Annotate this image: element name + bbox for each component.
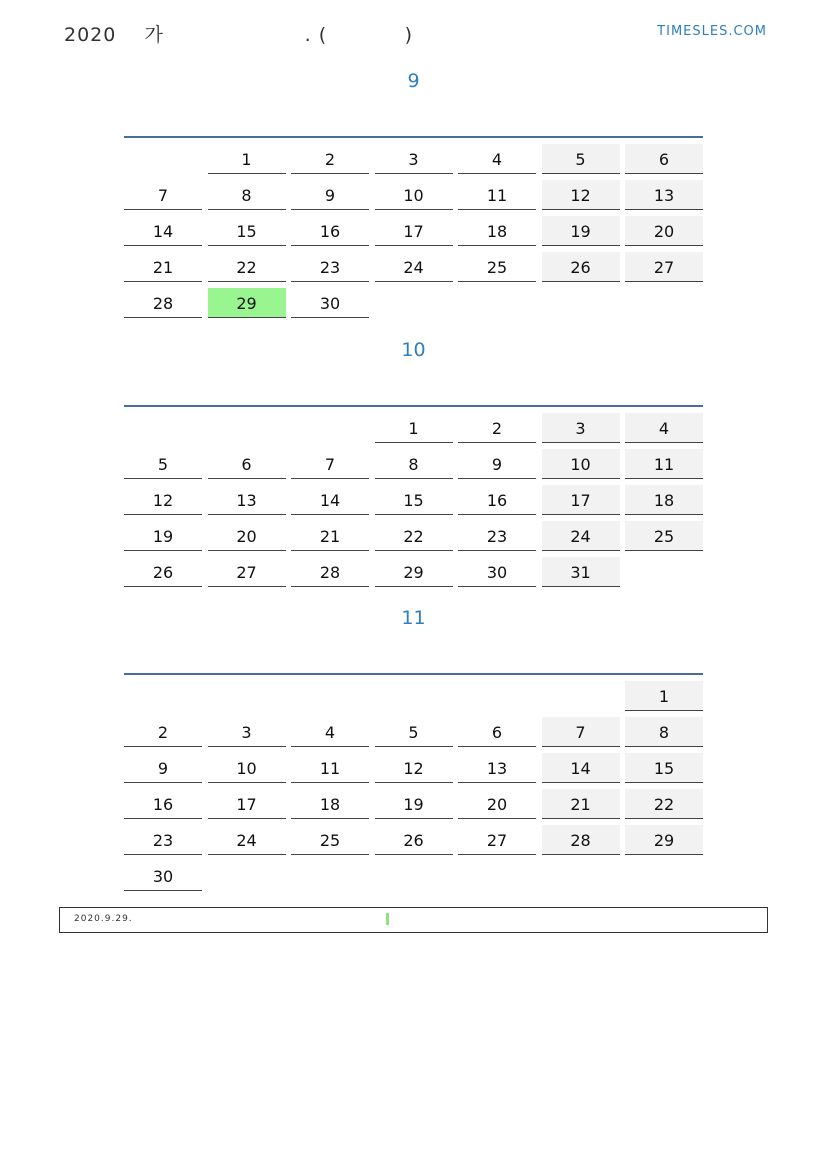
empty-cell: [124, 144, 202, 174]
day-cell[interactable]: 27: [208, 557, 286, 587]
day-cell[interactable]: 22: [208, 252, 286, 282]
day-cell[interactable]: 28: [124, 288, 202, 318]
day-cell[interactable]: 25: [458, 252, 536, 282]
day-cell[interactable]: 23: [458, 521, 536, 551]
empty-cell: [208, 413, 286, 443]
day-cell[interactable]: 16: [458, 485, 536, 515]
day-cell[interactable]: 11: [625, 449, 703, 479]
day-cell[interactable]: 25: [291, 825, 369, 855]
day-cell[interactable]: 1: [208, 144, 286, 174]
day-cell[interactable]: 10: [208, 753, 286, 783]
month-rule: [124, 136, 703, 138]
day-cell[interactable]: 8: [375, 449, 453, 479]
day-cell[interactable]: 30: [458, 557, 536, 587]
day-cell[interactable]: 2: [291, 144, 369, 174]
month-title: 10: [401, 339, 426, 361]
day-cell[interactable]: 24: [542, 521, 620, 551]
day-cell[interactable]: 8: [208, 180, 286, 210]
day-cell[interactable]: 12: [542, 180, 620, 210]
day-cell[interactable]: 8: [625, 717, 703, 747]
day-cell[interactable]: 6: [208, 449, 286, 479]
day-cell[interactable]: 17: [542, 485, 620, 515]
day-cell[interactable]: 24: [375, 252, 453, 282]
day-cell[interactable]: 28: [542, 825, 620, 855]
page-title: 2020 가 . ( ): [64, 24, 413, 46]
day-cell[interactable]: 2: [124, 717, 202, 747]
day-cell[interactable]: 22: [375, 521, 453, 551]
day-cell[interactable]: 1: [625, 681, 703, 711]
day-cell[interactable]: 23: [291, 252, 369, 282]
empty-cell: [291, 861, 369, 891]
day-cell[interactable]: 3: [208, 717, 286, 747]
day-cell[interactable]: 7: [124, 180, 202, 210]
day-cell[interactable]: 29: [625, 825, 703, 855]
empty-cell: [375, 861, 453, 891]
day-cell[interactable]: 16: [291, 216, 369, 246]
footer-box: [59, 907, 768, 933]
empty-cell: [458, 681, 536, 711]
empty-cell: [625, 861, 703, 891]
day-cell[interactable]: 4: [291, 717, 369, 747]
empty-cell: [625, 288, 703, 318]
empty-cell: [124, 681, 202, 711]
day-cell[interactable]: 21: [542, 789, 620, 819]
day-cell[interactable]: 18: [291, 789, 369, 819]
day-cell[interactable]: 27: [458, 825, 536, 855]
day-cell[interactable]: 17: [375, 216, 453, 246]
day-cell[interactable]: 20: [458, 789, 536, 819]
day-cell[interactable]: 18: [625, 485, 703, 515]
empty-cell: [208, 861, 286, 891]
day-cell[interactable]: 2: [458, 413, 536, 443]
empty-cell: [291, 413, 369, 443]
day-cell[interactable]: 10: [542, 449, 620, 479]
day-cell[interactable]: 4: [625, 413, 703, 443]
footer-marker: [386, 913, 389, 925]
day-cell[interactable]: 16: [124, 789, 202, 819]
day-cell[interactable]: 3: [375, 144, 453, 174]
empty-cell: [542, 861, 620, 891]
empty-cell: [458, 288, 536, 318]
day-cell[interactable]: 15: [625, 753, 703, 783]
day-cell[interactable]: 13: [625, 180, 703, 210]
site-link[interactable]: TIMESLES.COM: [657, 24, 767, 39]
empty-cell: [625, 557, 703, 587]
empty-cell: [542, 288, 620, 318]
day-cell[interactable]: 31: [542, 557, 620, 587]
month-title: 9: [407, 70, 420, 92]
day-cell[interactable]: 21: [124, 252, 202, 282]
day-cell[interactable]: 19: [542, 216, 620, 246]
day-cell[interactable]: 19: [375, 789, 453, 819]
empty-cell: [375, 288, 453, 318]
month-rule: [124, 405, 703, 407]
day-cell[interactable]: 12: [375, 753, 453, 783]
day-cell[interactable]: 29: [375, 557, 453, 587]
day-cell[interactable]: 6: [625, 144, 703, 174]
day-cell[interactable]: 14: [291, 485, 369, 515]
day-cell[interactable]: 22: [625, 789, 703, 819]
day-cell[interactable]: 9: [291, 180, 369, 210]
day-cell[interactable]: 18: [458, 216, 536, 246]
day-cell[interactable]: 13: [208, 485, 286, 515]
day-cell[interactable]: 30: [124, 861, 202, 891]
day-cell[interactable]: 17: [208, 789, 286, 819]
day-cell[interactable]: 4: [458, 144, 536, 174]
day-cell[interactable]: 26: [375, 825, 453, 855]
day-cell[interactable]: 14: [124, 216, 202, 246]
day-cell[interactable]: 28: [291, 557, 369, 587]
day-cell[interactable]: 20: [208, 521, 286, 551]
day-cell[interactable]: 26: [124, 557, 202, 587]
day-cell[interactable]: 26: [542, 252, 620, 282]
empty-cell: [208, 681, 286, 711]
day-cell[interactable]: 9: [458, 449, 536, 479]
day-cell[interactable]: 27: [625, 252, 703, 282]
empty-cell: [458, 861, 536, 891]
day-cell[interactable]: 21: [291, 521, 369, 551]
month-title: 11: [401, 607, 426, 629]
empty-cell: [375, 681, 453, 711]
day-cell[interactable]: 3: [542, 413, 620, 443]
day-cell[interactable]: 19: [124, 521, 202, 551]
day-cell[interactable]: 13: [458, 753, 536, 783]
day-cell[interactable]: 11: [291, 753, 369, 783]
day-cell[interactable]: 5: [124, 449, 202, 479]
day-cell[interactable]: 11: [458, 180, 536, 210]
day-cell[interactable]: 12: [124, 485, 202, 515]
day-cell[interactable]: 15: [208, 216, 286, 246]
day-cell[interactable]: 20: [625, 216, 703, 246]
day-cell[interactable]: 7: [291, 449, 369, 479]
day-cell[interactable]: 10: [375, 180, 453, 210]
day-cell[interactable]: 14: [542, 753, 620, 783]
day-cell[interactable]: 25: [625, 521, 703, 551]
day-cell[interactable]: 29: [208, 288, 286, 318]
day-cell[interactable]: 24: [208, 825, 286, 855]
footer-date: 2020.9.29.: [74, 914, 133, 924]
day-cell[interactable]: 23: [124, 825, 202, 855]
day-cell[interactable]: 15: [375, 485, 453, 515]
day-cell[interactable]: 30: [291, 288, 369, 318]
empty-cell: [291, 681, 369, 711]
day-cell[interactable]: 5: [375, 717, 453, 747]
empty-cell: [124, 413, 202, 443]
day-cell[interactable]: 6: [458, 717, 536, 747]
day-cell[interactable]: 5: [542, 144, 620, 174]
day-cell[interactable]: 9: [124, 753, 202, 783]
day-cell[interactable]: 1: [375, 413, 453, 443]
empty-cell: [542, 681, 620, 711]
day-cell[interactable]: 7: [542, 717, 620, 747]
month-rule: [124, 673, 703, 675]
